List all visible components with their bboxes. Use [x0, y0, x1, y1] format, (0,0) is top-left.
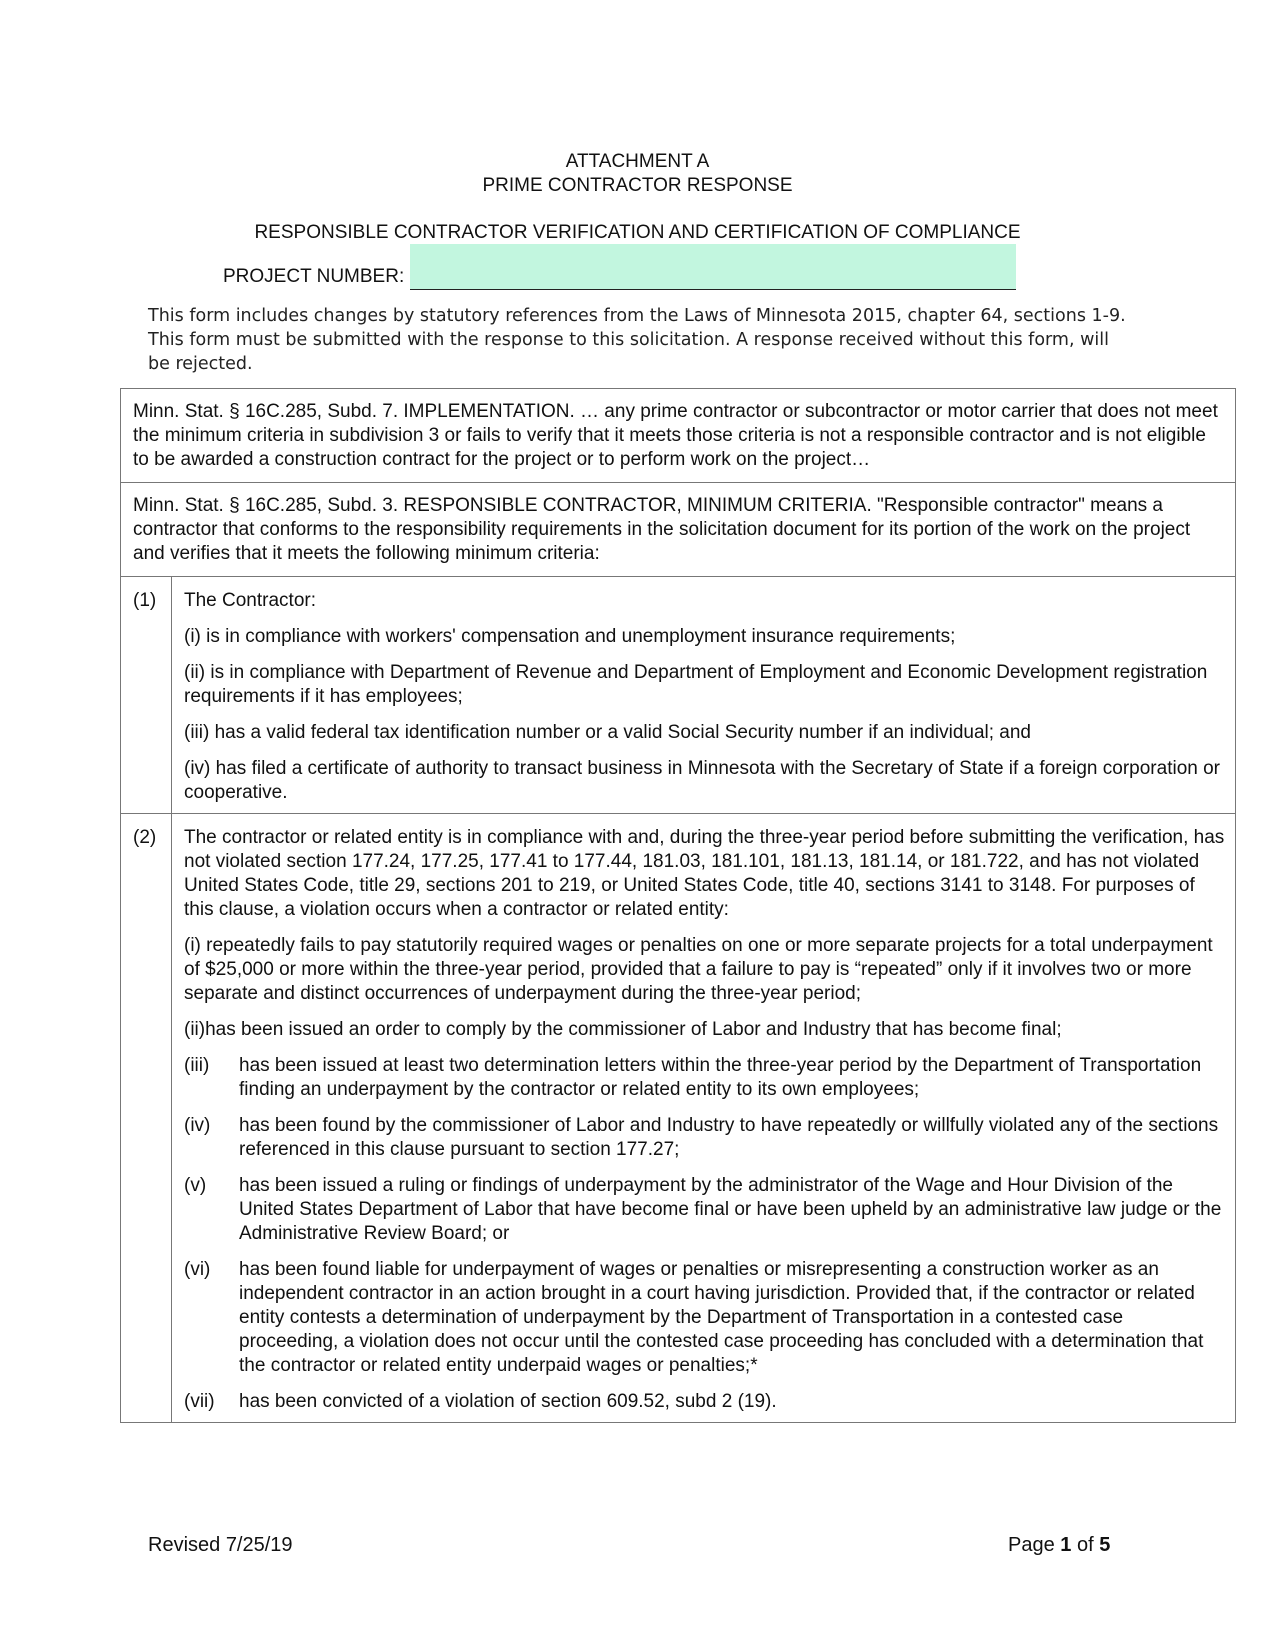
item-label: (v): [184, 1175, 207, 1196]
item-text: has been issued at least two determination letters within the three-year period by the Department of Transportation finding an underpayment by the contractor or related entity to its own employees;: [239, 1055, 1202, 1100]
form-subtitle: RESPONSIBLE CONTRACTOR VERIFICATION AND CERTIFICATION OF COMPLIANCE: [254, 222, 1021, 243]
page-total: 5: [1099, 1534, 1111, 1556]
item-label: (iii): [184, 1055, 210, 1076]
criteria-body: [172, 577, 1236, 814]
item-text: has been convicted of a violation of section 609.52, subd 2 (19).: [239, 1391, 777, 1412]
project-number-row: [223, 244, 1016, 290]
criteria1-intro: The Contractor:: [184, 590, 316, 611]
criteria-body: [172, 814, 1236, 1423]
criteria2-item: [184, 1258, 1225, 1378]
criteria2-item: [184, 1174, 1225, 1246]
item-label: (iv): [184, 1115, 211, 1136]
criteria2-item: (ii)has been issued an order to comply by the commissioner of Labor and Industry that has become final;: [184, 1019, 1062, 1040]
item-label: (vi): [184, 1259, 211, 1280]
subd7-text: Minn. Stat. § 16C.285, Subd. 7. IMPLEMENTATION. … any prime contractor or subcontractor or motor carrier that does not meet the minimum criteria in subdivision 3 or fails to verify that it meets those criteria is not a responsible contractor and is not eligible to be awarded a construction contract for the project or to perform work on the project…: [133, 401, 1218, 470]
criteria-table: [120, 388, 1236, 1423]
page-of: of: [1076, 1534, 1094, 1556]
project-number-label: PROJECT NUMBER:: [223, 266, 405, 287]
item-text: has been found by the commissioner of Labor and Industry to have repeatedly or willfully violated any of the sections referenced in this clause pursuant to section 177.27;: [239, 1115, 1219, 1160]
criteria2-intro: The contractor or related entity is in compliance with and, during the three-year period before submitting the verification, has not violated section 177.24, 177.25, 177.41 to 177.44, 181.03, 181.101, 181.13, 181.14, or 181.722, and has not violated United States Code, title 29, sections 201 to 219, or United States Code, title 40, sections 3141 to 3148. For purposes of this clause, a violation occurs when a contractor or related entity:: [184, 827, 1225, 920]
criteria2-item: [184, 1114, 1225, 1162]
form-title: PRIME CONTRACTOR RESPONSE: [482, 175, 793, 196]
page-indicator: [1008, 1534, 1110, 1557]
item-label: (vii): [184, 1391, 215, 1412]
criteria-row-2: [121, 814, 1236, 1423]
criteria-number: (1): [121, 577, 172, 814]
criteria-number: (2): [121, 814, 172, 1423]
subd3-text: Minn. Stat. § 16C.285, Subd. 3. RESPONSIBLE CONTRACTOR, MINIMUM CRITERIA. "Responsible contractor" means a contractor that conforms to the responsibility requirements in the solicitation document for its portion of the work on the project and verifies that it meets the following minimum criteria:: [133, 495, 1191, 564]
item-text: has been issued a ruling or findings of underpayment by the administrator of the Wage and Hour Division of the United States Department of Labor that have become final or have been upheld by an administrative law judge or the Administrative Review Board; or: [239, 1175, 1222, 1244]
attachment-title: ATTACHMENT A: [565, 151, 710, 172]
criteria1-item: (iii) has a valid federal tax identification number or a valid Social Security number if an individual; and: [184, 722, 1031, 743]
revised-date: Revised 7/25/19: [148, 1534, 293, 1556]
page-word: Page: [1008, 1534, 1055, 1556]
criteria1-item: (i) is in compliance with workers' compensation and unemployment insurance requirements;: [184, 626, 956, 647]
item-text: has been found liable for underpayment of wages or penalties or misrepresenting a construction worker as an independent contractor in an action brought in a court having jurisdiction. Provided that, if the contractor or related entity contests a determination of underpayment by the Department of Transportation in a contested case proceeding, a violation does not occur until the contested case proceeding has concluded with a determination that the contractor or related entity underpaid wages or penalties;*: [239, 1259, 1204, 1376]
criteria1-item: (iv) has filed a certificate of authority to transact business in Minnesota with the Secretary of State if a foreign corporation or cooperative.: [184, 758, 1221, 803]
criteria2-item: [184, 1054, 1225, 1102]
criteria1-item: (ii) is in compliance with Department of Revenue and Department of Employment and Economic Development registration requirements if it has employees;: [184, 662, 1208, 707]
intro-text: This form includes changes by statutory references from the Laws of Minnesota 2015, chapter 64, sections 1-9. This form must be submitted with the response to this solicitation. A response received without this form, will be rejected.: [148, 306, 1126, 374]
criteria2-item: (i) repeatedly fails to pay statutorily required wages or penalties on one or more separate projects for a total underpayment of $25,000 or more within the three-year period, provided that a failure to pay is “repeated” only if it involves two or more separate and distinct occurrences of underpayment during the three-year period;: [184, 935, 1213, 1004]
criteria2-item: [184, 1390, 1225, 1414]
project-number-input[interactable]: [410, 244, 1016, 290]
subd7-cell: [121, 389, 1236, 483]
page-current: 1: [1060, 1534, 1072, 1556]
criteria-row-1: [121, 577, 1236, 814]
subd3-cell: [121, 483, 1236, 577]
